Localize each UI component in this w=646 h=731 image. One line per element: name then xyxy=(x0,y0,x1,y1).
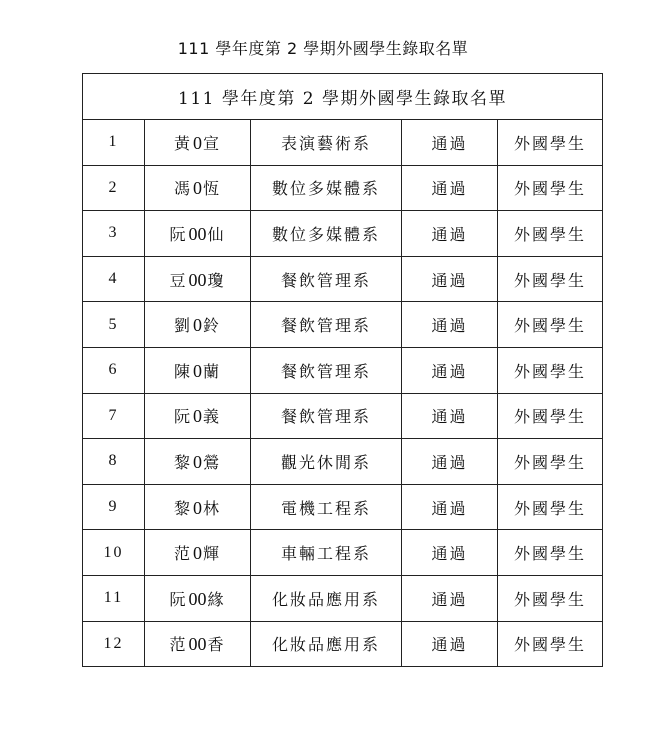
name-first-char: 阮 xyxy=(169,224,188,244)
name-last-char: 緣 xyxy=(207,589,226,609)
student-name xyxy=(145,302,251,348)
table-header-row xyxy=(83,74,603,120)
student-category: 外國學生 xyxy=(498,484,603,530)
row-number: 11 xyxy=(83,575,145,621)
row-number: 6 xyxy=(83,347,145,393)
table-row xyxy=(83,484,603,530)
student-category: 外國學生 xyxy=(498,575,603,621)
name-first-char: 豆 xyxy=(169,270,188,290)
table-row xyxy=(83,256,603,302)
table-header: 111 學年度第 2 學期外國學生錄取名單 xyxy=(83,74,603,120)
department: 車輛工程系 xyxy=(251,530,402,576)
name-last-char: 林 xyxy=(203,498,222,518)
result: 通過 xyxy=(402,393,498,439)
department: 餐飲管理系 xyxy=(251,393,402,439)
table-row xyxy=(83,575,603,621)
name-masked-digits: 00 xyxy=(188,588,207,609)
table-row xyxy=(83,302,603,348)
result: 通過 xyxy=(402,165,498,211)
student-category: 外國學生 xyxy=(498,120,603,166)
department: 數位多媒體系 xyxy=(251,165,402,211)
result: 通過 xyxy=(402,621,498,667)
result: 通過 xyxy=(402,211,498,257)
row-number: 5 xyxy=(83,302,145,348)
result: 通過 xyxy=(402,302,498,348)
name-last-char: 香 xyxy=(207,635,226,655)
page-title: 111 學年度第 2 學期外國學生錄取名單 xyxy=(177,39,469,58)
student-category: 外國學生 xyxy=(498,211,603,257)
name-last-char: 鈴 xyxy=(203,316,222,336)
name-first-char: 陳 xyxy=(173,361,192,381)
name-masked-digits: 0 xyxy=(193,360,202,381)
result: 通過 xyxy=(402,439,498,485)
result: 通過 xyxy=(402,530,498,576)
name-last-char: 仙 xyxy=(207,224,226,244)
department: 餐飲管理系 xyxy=(251,256,402,302)
table-row xyxy=(83,347,603,393)
student-category: 外國學生 xyxy=(498,347,603,393)
name-masked-digits: 0 xyxy=(193,497,202,518)
student-name xyxy=(145,256,251,302)
name-last-char: 宣 xyxy=(203,133,222,153)
student-name xyxy=(145,393,251,439)
student-category: 外國學生 xyxy=(498,256,603,302)
name-masked-digits: 0 xyxy=(193,543,202,564)
name-first-char: 范 xyxy=(173,544,192,564)
row-number: 8 xyxy=(83,439,145,485)
name-first-char: 馮 xyxy=(173,179,192,199)
row-number: 7 xyxy=(83,393,145,439)
table-row xyxy=(83,211,603,257)
student-name xyxy=(145,575,251,621)
admission-table xyxy=(82,73,603,667)
department: 觀光休閒系 xyxy=(251,439,402,485)
table-row xyxy=(83,120,603,166)
table-row xyxy=(83,530,603,576)
student-name xyxy=(145,165,251,211)
table-row xyxy=(83,621,603,667)
name-last-char: 蘭 xyxy=(203,361,222,381)
student-name xyxy=(145,439,251,485)
name-first-char: 黎 xyxy=(173,498,192,518)
name-first-char: 黎 xyxy=(173,452,192,472)
name-masked-digits: 00 xyxy=(188,223,207,244)
name-masked-digits: 0 xyxy=(193,315,202,336)
department: 電機工程系 xyxy=(251,484,402,530)
name-last-char: 義 xyxy=(203,407,222,427)
student-name xyxy=(145,347,251,393)
result: 通過 xyxy=(402,347,498,393)
student-category: 外國學生 xyxy=(498,302,603,348)
row-number: 2 xyxy=(83,165,145,211)
name-first-char: 阮 xyxy=(169,589,188,609)
name-masked-digits: 00 xyxy=(188,269,207,290)
student-name xyxy=(145,484,251,530)
student-category: 外國學生 xyxy=(498,621,603,667)
table-row xyxy=(83,439,603,485)
department: 化妝品應用系 xyxy=(251,621,402,667)
name-masked-digits: 0 xyxy=(193,406,202,427)
student-category: 外國學生 xyxy=(498,439,603,485)
result: 通過 xyxy=(402,256,498,302)
result: 通過 xyxy=(402,484,498,530)
department: 餐飲管理系 xyxy=(251,302,402,348)
row-number: 4 xyxy=(83,256,145,302)
name-masked-digits: 0 xyxy=(193,178,202,199)
row-number: 9 xyxy=(83,484,145,530)
student-name xyxy=(145,120,251,166)
name-masked-digits: 0 xyxy=(193,132,202,153)
result: 通過 xyxy=(402,120,498,166)
student-name xyxy=(145,211,251,257)
department: 數位多媒體系 xyxy=(251,211,402,257)
student-category: 外國學生 xyxy=(498,530,603,576)
name-last-char: 輝 xyxy=(203,544,222,564)
name-first-char: 劉 xyxy=(173,316,192,336)
name-last-char: 瓊 xyxy=(207,270,226,290)
row-number: 12 xyxy=(83,621,145,667)
department: 表演藝術系 xyxy=(251,120,402,166)
row-number: 1 xyxy=(83,120,145,166)
name-last-char: 恆 xyxy=(203,179,222,199)
table-row xyxy=(83,165,603,211)
name-last-char: 鶯 xyxy=(203,452,222,472)
name-first-char: 黃 xyxy=(173,133,192,153)
table-row xyxy=(83,393,603,439)
row-number: 10 xyxy=(83,530,145,576)
name-first-char: 范 xyxy=(169,635,188,655)
result: 通過 xyxy=(402,575,498,621)
name-first-char: 阮 xyxy=(173,407,192,427)
department: 餐飲管理系 xyxy=(251,347,402,393)
department: 化妝品應用系 xyxy=(251,575,402,621)
student-name xyxy=(145,621,251,667)
name-masked-digits: 0 xyxy=(193,451,202,472)
row-number: 3 xyxy=(83,211,145,257)
table-body xyxy=(83,120,603,667)
student-category: 外國學生 xyxy=(498,393,603,439)
student-category: 外國學生 xyxy=(498,165,603,211)
name-masked-digits: 00 xyxy=(188,634,207,655)
student-name xyxy=(145,530,251,576)
